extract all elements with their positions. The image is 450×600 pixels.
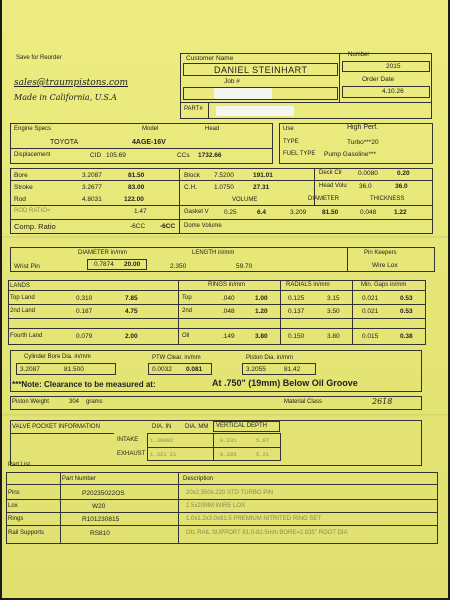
gasket-vol-b: 6.4 [257,209,267,216]
land-in: 0.310 [76,295,93,302]
piston-weight-unit: grams [86,399,103,405]
comp-ratio-label: Comp. Ratio [14,222,56,231]
block-in: 7.5200 [214,172,234,179]
part-name: Rings [8,516,24,522]
ring-mm: 1.00 [255,295,268,302]
ch-mm: 27.31 [253,184,270,191]
type-label: TYPE [283,139,299,145]
rod-ratio-label: ROD RATIO= [14,208,51,214]
min-gaps-label: Min. Gaps in/mm [361,282,407,288]
part-description: OIL RAIL SUPPORT 81.0-82.5mm BORE=2.835" ROOT DIA [186,530,348,536]
block-mm: 191.01 [253,172,273,179]
ptw-mm: 0.081 [186,366,203,373]
ch-in: 1.0750 [214,184,234,191]
deck-clr-mm: 0.20 [397,170,410,177]
clearance-note: ***Note: Clearance to be measured at: [12,380,156,389]
ccs-value: 1732.66 [198,152,222,159]
rod-ratio-value: 1.47 [134,208,147,215]
intake-depth-mm: 5.87 [256,437,270,444]
ring-name: Top [182,295,192,301]
comp-cc-2: -6CC [160,223,176,230]
customer-name-label: Customer Name [186,55,234,62]
part-name: Pins [8,490,20,496]
part-description: 1.0x1.2x3.0x81.5 PREMIUM NITRITED RING SET [186,516,322,522]
land-mm: 7.85 [125,295,138,302]
clearance-note-position: At .750" (19mm) Below Oil Groove [212,378,358,388]
ring-name: Oil [182,333,190,339]
gasket-dia-mm: 81.50 [322,209,339,216]
exhaust-depth-in: 0.205 [220,451,237,458]
number-label: Number [348,52,370,58]
diameter-label: DIAMETER [308,196,340,202]
number-value: 2015 [386,63,401,70]
order-date-value: 4.10.26 [382,88,404,95]
head-volume-a: 36.0 [359,183,372,190]
email-link[interactable]: sales@traumpistons.com [14,78,128,88]
model-label: Model [142,126,159,132]
redacted-job-number [214,88,272,99]
bore-dia-label: Cylinder Bore Dia. in/mm [24,354,91,360]
pin-keepers-value: Wire Lox [372,262,398,269]
pin-len-mm: 59.70 [236,263,253,270]
ptw-label: PTW Clear. in/mm [152,355,201,361]
part-description: 1.5x20MM WIRE LOX [186,503,246,509]
ring-mm: 3.80 [255,333,268,340]
lands-label: LANDS [10,283,31,289]
redacted-part-number [216,106,294,116]
deck-clr-in: 0.0080 [358,170,378,177]
fuel-type-label: FUEL TYPE [283,151,316,157]
cid-label: CID [90,152,102,159]
stroke-label: Stroke [14,184,33,191]
thickness-label: THICKNESS [370,196,405,202]
part-number: P20235022OS [82,490,125,497]
part-number: W20 [92,503,106,510]
type-value: Turbo***20 [347,139,379,146]
gap-in: 0.021 [362,295,379,302]
radial-in: 0.150 [288,333,305,340]
ring-in: .040 [222,295,235,302]
engine-specs-label: Engine Specs [14,126,52,132]
piston-dia-label: Piston Dia. in/mm [246,355,294,361]
land-name: Top Land [10,295,35,301]
part-number: RS810 [90,530,110,537]
material-class-value: 2618 [372,397,393,406]
exhaust-depth-mm: 5.21 [256,451,270,458]
radials-label: RADIALS in/mm [286,282,330,288]
part-list-label: Part List [8,462,31,468]
part-description: 20x2.350x.220 STD TURBO PIN [186,490,274,496]
gasket-thk-mm: 1.22 [394,209,407,216]
head-label: Head [205,126,220,132]
displacement-label: Displacement [14,152,51,158]
intake-depth-in: 0.231 [220,437,237,444]
exhaust-dia-in: 1.321 21 [150,451,177,458]
intake-label: INTAKE [117,437,139,443]
paper-fold [2,236,448,239]
ch-label: C.H. [184,184,197,191]
engine-make: TOYOTA [50,139,79,146]
gap-mm: 0.38 [400,333,413,340]
deck-clr-label: Deck Clr [319,170,343,176]
vertical-depth-label: VERTICAL DEPTH [216,423,268,429]
valve-dia-in-label: DIA. IN [152,424,172,430]
ccs-label: CCs [177,152,190,159]
gap-mm: 0.53 [400,308,413,315]
fuel-type-value: Pump Gasoline*** [324,151,377,158]
gasket-dia-in: 3.209 [290,209,307,216]
customer-name-value: DANIEL STEINHART [214,65,308,75]
order-date-label: Order Date [362,76,395,83]
piston-dia-mm: 81.42 [284,366,301,373]
rod-label: Rod [14,196,26,203]
part-number-header: Part Number [62,476,97,482]
pin-len-in: 2.350 [170,263,187,270]
land-name: 2nd Land [10,308,36,314]
ring-in: .048 [222,308,235,315]
paper-fold [2,414,448,417]
rod-in: 4.8031 [82,196,102,203]
cid-value: 105.69 [106,152,126,159]
intake-dia-in: 1.36082 [150,437,174,444]
gasket-label: Gasket V [184,209,209,215]
part-name: Lox [8,503,18,509]
pin-diameter-label: DIAMETER in/mm [78,250,128,256]
land-mm: 2.00 [125,333,138,340]
part-number: R101230815 [82,516,120,523]
use-value: High Perf. [347,124,379,131]
radial-mm: 3.15 [327,295,340,302]
radial-in: 0.125 [288,295,305,302]
bore-dia-in: 3.2087 [20,366,40,373]
gap-in: 0.021 [362,308,379,315]
rings-label: RINGS in/mm [208,282,246,288]
land-mm: 4.75 [125,308,138,315]
block-label: Block [184,172,200,179]
pin-length-label: LENGTH in/mm [192,250,235,256]
head-volume-b: 36.0 [395,183,408,190]
land-in: 0.187 [76,308,93,315]
valve-pocket-label: VALVE POCKET INFORMATION [12,424,100,430]
ring-name: 2nd [182,308,193,314]
ring-mm: 1.20 [255,308,268,315]
description-header: Description [183,476,214,482]
piston-weight-label: Piston Weight [12,399,49,405]
stroke-mm: 83.00 [128,184,145,191]
volume-label: VOLUME [232,197,258,203]
exhaust-label: EXHAUST [117,451,146,457]
ring-in: .149 [222,333,235,340]
bore-label: Bore [14,172,28,179]
use-label: Use [283,126,294,132]
comp-cc-1: -6CC [130,223,146,230]
part-label: PART# [184,106,203,112]
piston-weight-value: 304 [69,399,80,405]
made-in-label: Made in California, U.S.A [14,93,117,102]
rod-mm: 122.00 [124,196,144,203]
engine-model: 4AGE-16V [132,139,166,146]
land-name: Fourth Land [10,333,43,339]
gap-in: 0.015 [362,333,379,340]
radial-mm: 3.50 [327,308,340,315]
head-volume-label: Head Volu [319,183,347,189]
spec-sheet [2,0,448,598]
gasket-thk-in: 0.048 [360,209,377,216]
save-for-reorder-label: Save for Reorder [16,55,62,61]
part-name: Rail Supports [8,530,45,536]
job-label: Job # [224,78,240,85]
material-class-label: Material Class [284,399,323,405]
pin-keepers-label: Pin Keepers [364,250,397,256]
bore-in: 3.2087 [82,172,102,179]
radial-in: 0.137 [288,308,305,315]
wrist-pin-label: Wrist Pin [14,263,40,270]
pin-dia-in: 0.7874 [94,261,114,268]
ptw-in: 0.0032 [152,366,172,373]
pin-dia-mm: 20.00 [124,261,141,268]
bore-dia-mm: 81.500 [64,366,84,373]
gasket-vol-a: 0.25 [224,209,237,216]
radial-mm: 3.80 [327,333,340,340]
valve-dia-mm-label: DIA. MM [185,424,209,430]
bore-mm: 81.50 [128,172,145,179]
stroke-in: 3.2677 [82,184,102,191]
land-in: 0.079 [76,333,93,340]
gap-mm: 0.53 [400,295,413,302]
piston-dia-in: 3.2055 [246,366,266,373]
dome-volume-label: Dome Volume [184,223,222,229]
